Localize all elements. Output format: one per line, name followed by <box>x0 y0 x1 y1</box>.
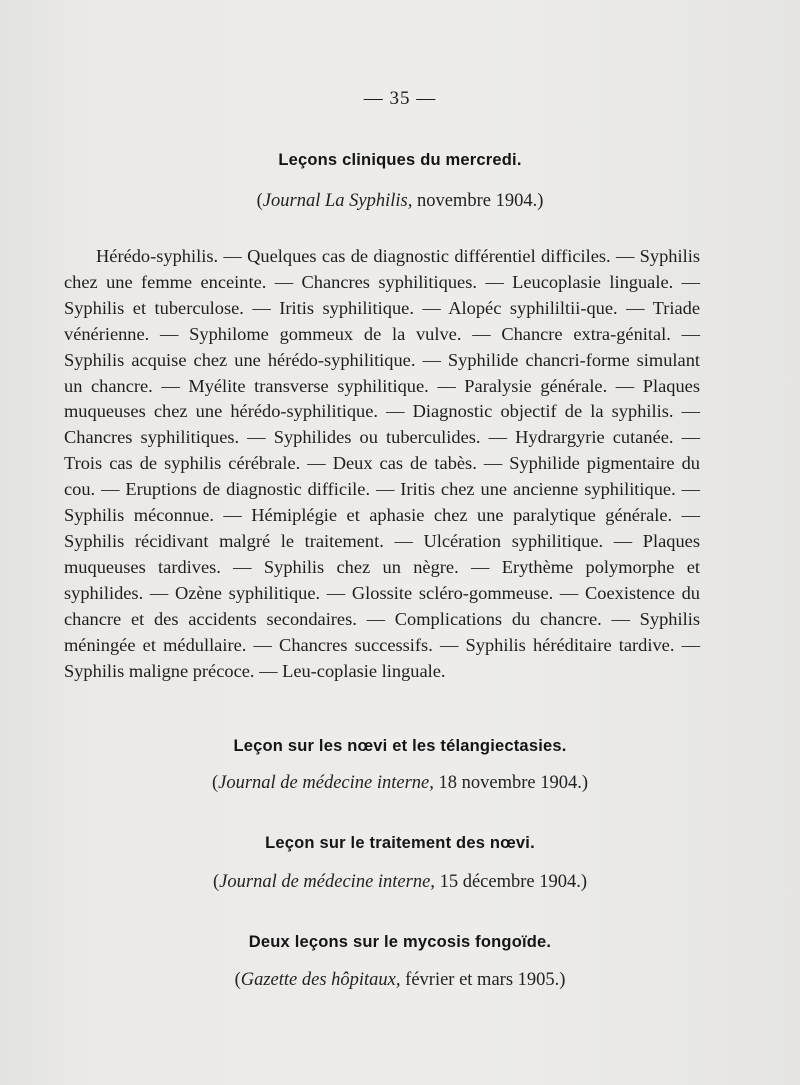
source-open-paren: ( <box>234 970 241 990</box>
source-open-paren: ( <box>213 872 220 892</box>
section-source-mycosis-fongoide <box>0 970 800 991</box>
section-heading-mycosis-fongoide: Deux leçons sur le mycosis fongoïde. <box>248 933 552 951</box>
source-open-paren: ( <box>256 191 263 211</box>
topics-paragraph: Hérédo-syphilis. — Quelques cas de diagnostic différentiel difficiles. — Syphilis chez une femme enceinte. — Chancres syphilitiques. — Leucoplasie linguale. — Syphilis et tuberculose. — Iritis syphilitique. — Alopéc syphililtii-que. — Triade vénérienne. — Syphilome gommeux de la vulve. — Chancre extra-génital. — Syphilis acquise chez une hérédo-syphilitique. — Syphilide chancri-forme simulant un chancre. — Myélite transverse syphilitique. — Paralysie générale. — Plaques muqueuses chez une hérédo-syphilitique. — Diagnostic objectif de la syphilis. — Chancres syphilitiques. — Syphilides ou tuberculides. — Hydrargyrie cutanée. — Trois cas de syphilis cérébrale. — Deux cas de tabès. — Syphilide pigmentaire du cou. — Eruptions de diagnostic difficile. — Iritis chez une ancienne syphilitique. — Syphilis méconnue. — Hémiplégie et aphasie chez une paralytique générale. — Syphilis récidivant malgré le traitement. — Ulcération syphilitique. — Plaques muqueuses tardives. — Syphilis chez un nègre. — Erythème polymorphe et syphilides. — Ozène syphilitique. — Glossite scléro-gommeuse. — Coexistence du chancre et des accidents secondaires. — Complications du chancre. — Syphilis méningée et médullaire. — Chancres successifs. — Syphilis héréditaire tardive. — Syphilis maligne précoce. — Leu-coplasie linguale. <box>64 246 700 681</box>
section-source-lecons-cliniques <box>0 191 800 212</box>
source-open-paren: ( <box>211 773 219 793</box>
page-number: — 35 — <box>363 88 437 109</box>
section-source-noevi-telangiectasies <box>0 773 800 794</box>
source-date: novembre 1904.) <box>412 191 544 211</box>
source-journal-title: Journal La Syphilis, <box>262 191 413 211</box>
section-heading-lecons-cliniques: Leçons cliniques du mercredi. <box>278 151 522 169</box>
source-date: 15 décembre 1904.) <box>434 872 587 892</box>
source-journal-title: Gazette des hôpitaux, <box>240 970 401 990</box>
section-heading-noevi-telangiectasies: Leçon sur les nœvi et les télangiectasies. <box>233 737 567 755</box>
source-date: 18 novembre 1904.) <box>433 773 589 793</box>
source-journal-title: Journal de médecine interne, <box>219 872 435 892</box>
source-date: février et mars 1905.) <box>400 970 566 990</box>
source-journal-title: Journal de médecine interne, <box>218 773 434 793</box>
section-source-traitement-noevi <box>0 872 800 893</box>
section-heading-traitement-noevi: Leçon sur le traitement des nœvi. <box>265 834 535 852</box>
